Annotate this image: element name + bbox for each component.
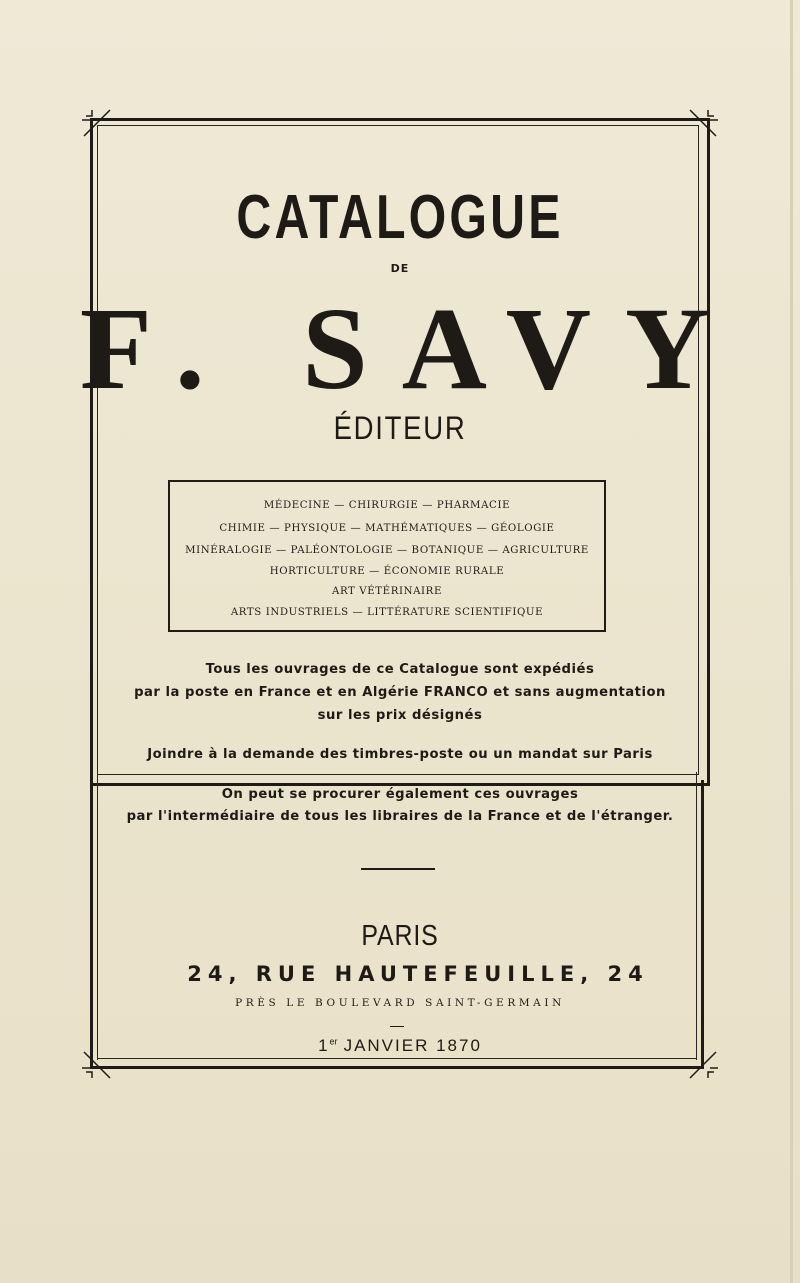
corner-ornament-icon [80,106,114,140]
imprint-address: 24, RUE HAUTEFEUILLE, 24 [187,962,649,986]
imprint-date [0,1036,800,1056]
title-preposition: DE [390,262,410,275]
small-divider [390,1026,404,1027]
notice-line: par l'intermédiaire de tous les libraires de la France et de l'étranger. [126,809,674,824]
subject-line: MINÉRALOGIE — PALÉONTOLOGIE — BOTANIQUE — AGRICULTURE [185,545,589,556]
date-suffix: er [329,1036,338,1047]
notice-line: On peut se procurer également ces ouvrages [221,787,579,802]
publisher-name: F. SAVY [79,283,745,414]
frame-bottom [90,1066,704,1069]
subject-line: HORTICULTURE — ÉCONOMIE RURALE [269,566,505,577]
date-rest: JANVIER 1870 [343,1036,482,1055]
imprint-near: PRÈS LE BOULEVARD SAINT-GERMAIN [235,997,565,1009]
subject-line: CHIMIE — PHYSIQUE — MATHÉMATIQUES — GÉOLOGIE [219,523,555,534]
imprint-city: PARIS [361,920,439,952]
divider-rule [361,868,435,870]
page-edge [790,0,793,1283]
subjects-box [168,480,606,632]
publisher-role: ÉDITEUR [333,410,467,446]
frame-bottom-inner [97,1058,697,1059]
subject-line: MÉDECINE — CHIRURGIE — PHARMACIE [263,500,511,511]
notice-line: sur les prix désignés [317,708,483,723]
date-day: 1 [318,1036,330,1055]
corner-ornament-icon [686,106,720,140]
subject-line: ARTS INDUSTRIELS — LITTÉRATURE SCIENTIFIQUE [230,607,544,618]
subject-line: ART VÉTÉRINAIRE [331,586,442,597]
notice-line: par la poste en France et en Algérie FRANCO et sans augmentation [134,685,666,700]
catalogue-title: CATALOGUE [236,183,564,252]
notice-line: Joindre à la demande des timbres-poste ou un mandat sur Paris [147,747,653,762]
notice-line: Tous les ouvrages de ce Catalogue sont expédiés [205,662,595,677]
